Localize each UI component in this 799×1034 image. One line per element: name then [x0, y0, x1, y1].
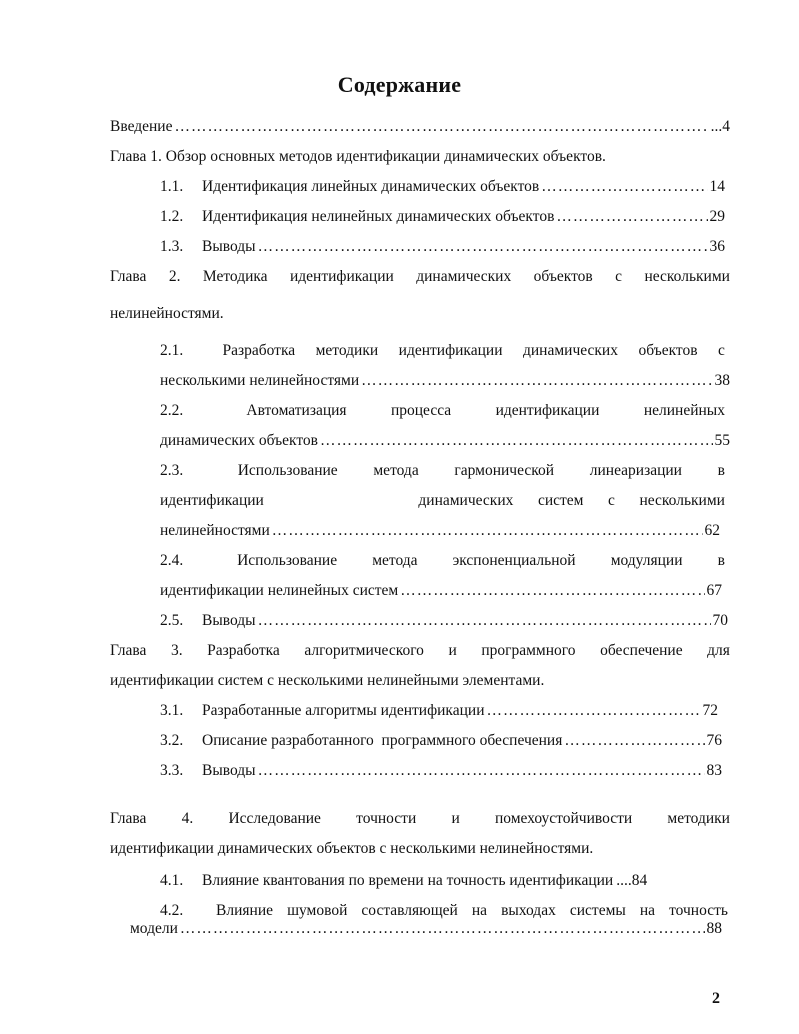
chapter-2-title-end: нелинейностями. [110, 305, 224, 322]
toc-entry-text: Выводы [202, 238, 256, 255]
toc-entry-number: 1.1. [160, 178, 184, 195]
toc-entry-page: 62 [704, 522, 720, 539]
toc-entry-2-4 [160, 552, 725, 570]
toc-entry-number: 3.1. [160, 702, 184, 719]
toc-entry-2-1 [160, 342, 725, 360]
toc-entry-page: 29 [709, 208, 725, 225]
toc-entry-1-1 [160, 178, 725, 196]
entry-word: экспоненциальной [452, 552, 576, 569]
dot-leader [564, 732, 704, 750]
title-word: идентификации [289, 268, 394, 285]
toc-entry-number: 3.2. [160, 732, 184, 749]
title-word: 4. [181, 810, 194, 827]
toc-entry-number: 2.2. [160, 402, 184, 419]
toc-entry-text: модели [130, 920, 178, 937]
entry-word: Разработка [222, 342, 296, 359]
entry-word: процесса [390, 402, 452, 419]
chapter-2-title [110, 268, 730, 286]
entry-word: идентификации [398, 342, 503, 359]
title-word: 2. [168, 268, 181, 285]
toc-entry-number: 1.2. [160, 208, 184, 225]
entry-word: линеаризации [589, 462, 682, 479]
toc-entry-3-2 [160, 732, 722, 750]
toc-entry-number: 2.3. [160, 462, 184, 479]
toc-entry-1-3 [160, 238, 725, 256]
dot-leader [272, 522, 703, 540]
dot-leader [487, 702, 701, 720]
entry-word: с [718, 342, 725, 359]
entry-word: модуляции [610, 552, 683, 569]
toc-entry-text: Идентификация нелинейных динамических объектов [202, 208, 555, 225]
entry-word: Автоматизация [246, 402, 347, 419]
title-word: 3. [170, 642, 183, 659]
toc-entry-page: 14 [709, 178, 725, 195]
toc-entry-2-2 [160, 402, 725, 420]
toc-entry-3-1 [160, 702, 718, 720]
toc-entry-text: Введение [110, 118, 173, 135]
entry-word: шумовой [287, 902, 348, 919]
entry-word: динамических [522, 342, 618, 359]
dot-leader [258, 762, 705, 780]
toc-entry-2-3-line2 [160, 492, 725, 510]
title-word: методики [667, 810, 730, 827]
title-word: несколькими [644, 268, 730, 285]
toc-entry-4-2-cont [130, 920, 722, 938]
entry-word: систем [537, 492, 584, 509]
entry-word: составляющей [361, 902, 458, 919]
entry-word: выходах [501, 902, 556, 919]
toc-entry-text: динамических объектов [160, 432, 318, 449]
toc-entry-page: 72 [702, 702, 718, 719]
toc-entry-2-2-cont [160, 432, 730, 450]
toc-entry-text: Влияние квантования по времени на точность идентификации [202, 872, 614, 889]
entry-word: в [717, 552, 725, 569]
toc-entry-text: Выводы [202, 762, 256, 779]
title-word: программного [481, 642, 576, 659]
dot-leader [541, 178, 707, 196]
toc-entry-text: несколькими нелинейностями [160, 372, 360, 389]
dot-leader [556, 208, 707, 226]
title-word: с [615, 268, 623, 285]
toc-entry-page: 67 [706, 582, 722, 599]
toc-entry-number: 2.5. [160, 612, 184, 629]
toc-entry-text: Описание разработанного программного обеспечения [202, 732, 563, 749]
title-word: Разработка [207, 642, 280, 659]
entry-word: динамических [418, 492, 514, 509]
toc-entry-page: 70 [712, 612, 728, 629]
entry-word: точность [669, 902, 728, 919]
title-word: Исследование [228, 810, 321, 827]
entry-word: методики [315, 342, 379, 359]
entry-word: Использование [237, 462, 338, 479]
entry-word: объектов [638, 342, 698, 359]
toc-entry-text: нелинейностями [160, 522, 270, 539]
toc-entry-2-5 [160, 612, 728, 630]
title-word: обеспечение [600, 642, 683, 659]
entry-word: несколькими [639, 492, 725, 509]
chapter-4-title [110, 810, 730, 828]
toc-entry-2-4-cont [160, 582, 722, 600]
toc-entry-number: 4.1. [160, 872, 184, 889]
entry-word: метода [373, 462, 419, 479]
toc-entry-page: 76 [706, 732, 722, 749]
toc-entry-3-3 [160, 762, 722, 780]
dot-leader [320, 432, 713, 450]
title-word: динамических [416, 268, 512, 285]
entry-word: в [717, 462, 725, 479]
entry-word: Использование [237, 552, 338, 569]
title-word: и [451, 810, 460, 827]
toc-entry-page: 38 [714, 372, 730, 389]
toc-entry-4-2 [160, 902, 728, 920]
toc-entry-text: Выводы [202, 612, 256, 629]
toc-entry-text: Идентификация линейных динамических объектов [202, 178, 540, 195]
entry-word: на [471, 902, 488, 919]
page-title: Содержание [337, 72, 462, 97]
toc-entry-2-1-cont [160, 372, 730, 390]
toc-entry-number: 1.3. [160, 238, 184, 255]
toc-entry-page: 83 [706, 762, 722, 779]
title-word: Методика [202, 268, 268, 285]
dot-leader [258, 238, 708, 256]
toc-entry-text: идентификации нелинейных систем [160, 582, 399, 599]
toc-entry-2-3 [160, 462, 725, 480]
entry-word: метода [372, 552, 418, 569]
title-word: объектов [533, 268, 593, 285]
toc-entry-number: 4.2. [160, 902, 184, 919]
dot-leader [361, 372, 712, 390]
title-word: и [448, 642, 457, 659]
entry-word: нелинейных [643, 402, 725, 419]
dot-leader [180, 920, 705, 938]
title-word: Глава [110, 642, 147, 659]
toc-entry-page: ....84 [616, 872, 648, 889]
dot-leader [174, 118, 708, 136]
title-word: точности [356, 810, 417, 827]
entry-word: гармонической [454, 462, 555, 479]
toc-entry-page: 55 [714, 432, 730, 449]
toc-entry-intro [110, 118, 730, 136]
dot-leader [258, 612, 711, 630]
chapter-3-title [110, 642, 730, 660]
chapter-1-title: Глава 1. Обзор основных методов идентификации динамических объектов. [110, 148, 606, 165]
toc-entry-page: 88 [706, 920, 722, 937]
title-word: помехоустойчивости [494, 810, 633, 827]
chapter-3-title-end: идентификации систем с несколькими нелинейными элементами. [110, 672, 545, 689]
title-word: Глава [110, 810, 147, 827]
entry-word: на [639, 902, 656, 919]
toc-entry-1-2 [160, 208, 725, 226]
toc-entry-2-3-cont [160, 522, 720, 540]
toc-entry-4-1 [160, 872, 725, 890]
toc-entry-text: Разработанные алгоритмы идентификации [202, 702, 485, 719]
title-word: для [707, 642, 730, 659]
entry-word: идентификации [495, 402, 600, 419]
entry-word: системы [569, 902, 626, 919]
entry-word: с [608, 492, 615, 509]
title-word: алгоритмического [304, 642, 424, 659]
toc-entry-number: 3.3. [160, 762, 184, 779]
toc-entry-number: 2.1. [160, 342, 184, 359]
toc-entry-number: 2.4. [160, 552, 184, 569]
toc-entry-page: ...4 [710, 118, 730, 135]
toc-entry-page: 36 [709, 238, 725, 255]
chapter-4-title-end: идентификации динамических объектов с несколькими нелинейностями. [110, 840, 594, 857]
dot-leader [400, 582, 704, 600]
entry-word: Влияние [216, 902, 274, 919]
page-number: 2 [712, 990, 720, 1007]
entry-word: идентификации [160, 492, 264, 509]
title-word: Глава [110, 268, 147, 285]
